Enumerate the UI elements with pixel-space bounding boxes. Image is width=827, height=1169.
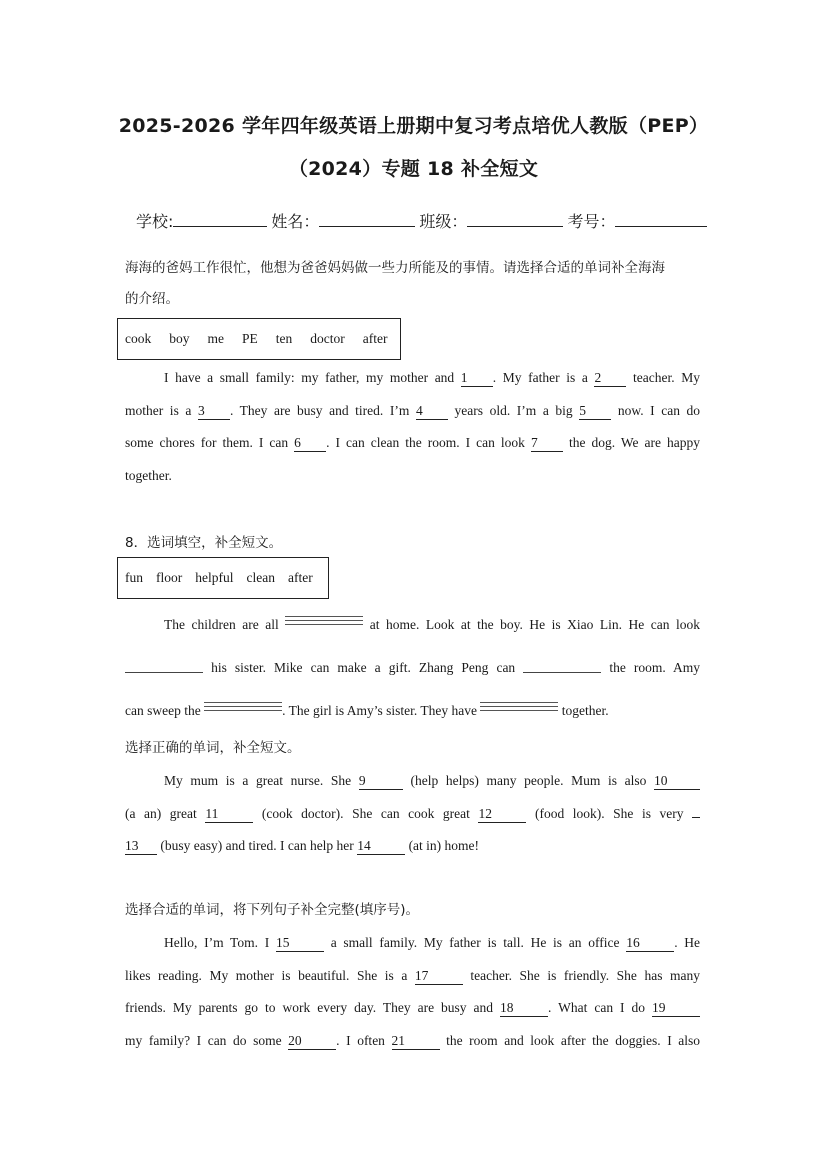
name-field[interactable]: [319, 210, 415, 227]
school-label: 学校:: [136, 212, 174, 231]
blank-floor[interactable]: [204, 702, 282, 716]
word-bank-item: helpful: [195, 570, 234, 585]
section3-instruction: 选择正确的单词，补全短文。: [125, 740, 301, 756]
blank-1[interactable]: 1: [461, 370, 493, 387]
blank-2[interactable]: 2: [594, 370, 626, 387]
section2-word-bank: [117, 557, 329, 599]
blank-10[interactable]: 10: [654, 773, 700, 790]
word-bank-item: after: [287, 570, 313, 585]
section3-passage: My mum is a great nurse. She 9 (help helps) many people. Mum is also 10 (a an) great 11 (cook doctor). She can cook great 12 (food look). She is very 13 (busy easy) and tired. I can help her 14 (at in) home!: [125, 765, 700, 863]
word-bank-item: floor: [156, 570, 183, 585]
blank-6[interactable]: 6: [294, 435, 326, 452]
student-info-row: [136, 209, 711, 232]
section4-passage: Hello, I’m Tom. I 15 a small family. My father is tall. He is an office 16 . He likes reading. My mother is beautiful. She is a 17 teacher. She is friendly. She has many friends. My parents go to work every day. They are busy and 18 . What can I do 19 my family? I can do some 20 . I often 21 the room and look after the doggies. I also: [125, 935, 701, 1049]
blank-5[interactable]: 5: [579, 403, 611, 420]
word-bank-item: doctor: [310, 331, 345, 346]
blank-16[interactable]: 16: [626, 935, 674, 952]
blank-17[interactable]: 17: [415, 968, 463, 985]
blank-13[interactable]: 13: [125, 838, 157, 855]
blank-21[interactable]: 21: [392, 1033, 440, 1050]
blank-3[interactable]: 3: [198, 403, 230, 420]
blank-9[interactable]: 9: [359, 773, 403, 790]
blank-20[interactable]: 20: [288, 1033, 336, 1050]
section1-instruction: 海海的爸妈工作很忙，他想为爸爸妈妈做一些力所能及的事情。请选择合适的单词补全海海 的介绍。: [125, 260, 665, 307]
blank-13-start[interactable]: [692, 817, 700, 818]
exam-number-field[interactable]: [615, 210, 707, 227]
blank-4[interactable]: 4: [416, 403, 448, 420]
word-bank-item: ten: [275, 331, 293, 346]
blank-18[interactable]: 18: [500, 1000, 548, 1017]
blank-19[interactable]: 19: [652, 1000, 700, 1017]
blank-12[interactable]: 12: [478, 806, 526, 823]
class-field[interactable]: [467, 210, 563, 227]
blank-fun[interactable]: [285, 616, 363, 630]
title-line-1: 2025-2026 学年四年级英语上册期中复习考点培优人教版（PEP）: [118, 115, 709, 137]
title-line-2: （2024）专题 18 补全短文: [288, 158, 539, 180]
word-bank-item: after: [362, 331, 388, 346]
section1-passage: I have a small family: my father, my mother and 1 . My father is a 2 teacher. My mother is a 3 . They are busy and tired. I’m 4 years old. I’m a big 5 now. I can do some chores for them. I can 6 . I can clean the room. I can look 7 the dog. We are happy together.: [125, 370, 701, 484]
blank-helpful[interactable]: [480, 702, 558, 716]
section2-passage: The children are all at home. Look at the boy. He is Xiao Lin. He can look his sister. Mike can make a gift. Zhang Peng can the room. Amy can sweep the . The girl is Amy’s sister. They have together.: [125, 617, 701, 718]
word-bank-item: boy: [169, 331, 190, 346]
name-label: 姓名：: [271, 212, 320, 231]
section4-instruction: 选择合适的单词，将下列句子补全完整(填序号)。: [125, 902, 420, 918]
word-bank-item: fun: [125, 570, 143, 585]
class-label: 班级：: [419, 212, 468, 231]
school-field[interactable]: [173, 210, 267, 227]
blank-7[interactable]: 7: [531, 435, 563, 452]
blank-after[interactable]: [125, 660, 203, 673]
word-bank-item: clean: [246, 570, 275, 585]
word-bank-item: cook: [125, 331, 152, 346]
word-bank-item: me: [207, 331, 224, 346]
blank-14[interactable]: 14: [357, 838, 405, 855]
question-8-heading: 8．选词填空，补全短文。: [125, 535, 283, 551]
blank-11[interactable]: 11: [205, 806, 253, 823]
blank-clean[interactable]: [523, 660, 601, 673]
section1-word-bank: [117, 318, 401, 360]
exam-number-label: 考号：: [567, 212, 616, 231]
word-bank-item: PE: [242, 331, 258, 346]
blank-15[interactable]: 15: [276, 935, 324, 952]
